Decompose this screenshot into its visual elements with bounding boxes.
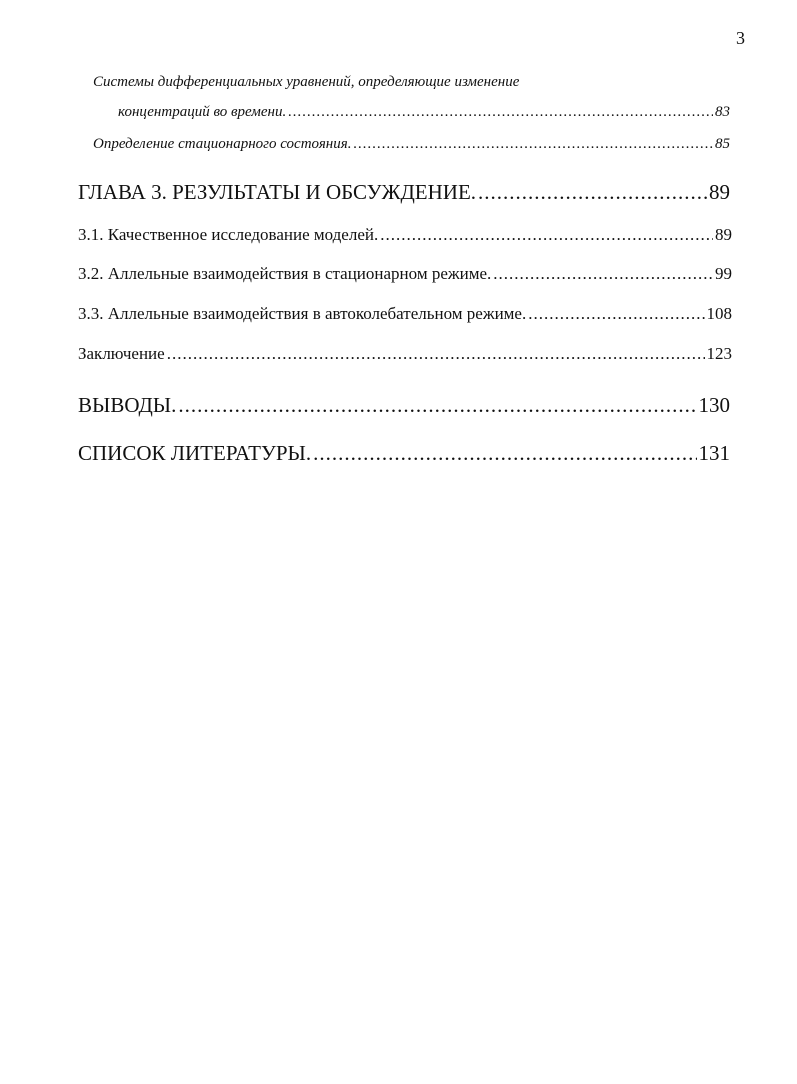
toc-entry-conclusions [78, 393, 730, 418]
toc-entry-systems [118, 104, 730, 121]
toc-entry-label: Определение стационарного состояния. [93, 136, 352, 152]
toc-entry-chapter-3 [78, 180, 730, 205]
toc-entry-label: Заключение [78, 344, 165, 363]
toc-entry-3-1 [78, 225, 732, 245]
toc-entry-page: 131 [698, 441, 730, 465]
toc-entry-page: 85 [715, 136, 730, 152]
toc-entry-label: 3.2. Аллельные взаимодействия в стационарном режиме. [78, 264, 492, 283]
toc-entry-3-2 [78, 264, 732, 284]
dot-leader [313, 441, 696, 466]
dot-leader [478, 180, 707, 205]
toc-entry-conclusion [78, 344, 732, 364]
toc-entry-page: 123 [706, 344, 732, 363]
dot-leader [528, 304, 704, 324]
toc-entry-page: 99 [715, 264, 732, 283]
toc-entry-label: 3.1. Качественное исследование моделей. [78, 225, 379, 244]
toc-entry-stationary-state [93, 136, 730, 153]
toc-entry-references [78, 441, 730, 466]
toc-entry-page: 108 [706, 304, 732, 323]
dot-leader [353, 136, 713, 153]
toc-entry-systems-first-line: Системы дифференциальных уравнений, определяющие изменение [93, 74, 520, 90]
toc-entry-label: 3.3. Аллельные взаимодействия в автоколебательном режиме. [78, 304, 527, 323]
toc-entry-label: ВЫВОДЫ. [78, 393, 177, 417]
toc-entry-label: СПИСОК ЛИТЕРАТУРЫ. [78, 441, 312, 465]
dot-leader [167, 344, 705, 364]
toc-entry-3-3 [78, 304, 732, 324]
toc-entry-page: 130 [698, 393, 730, 417]
dot-leader [178, 393, 696, 418]
page-number: 3 [736, 28, 745, 48]
toc-entry-page: 83 [715, 104, 730, 120]
dot-leader [493, 264, 713, 284]
toc-entry-page: 89 [709, 180, 730, 204]
toc-entry-label: концентраций во времени. [118, 104, 287, 120]
toc-entry-page: 89 [715, 225, 732, 244]
dot-leader [288, 104, 713, 121]
dot-leader [380, 225, 713, 245]
toc-entry-label: ГЛАВА 3. РЕЗУЛЬТАТЫ И ОБСУЖДЕНИЕ. [78, 180, 477, 204]
